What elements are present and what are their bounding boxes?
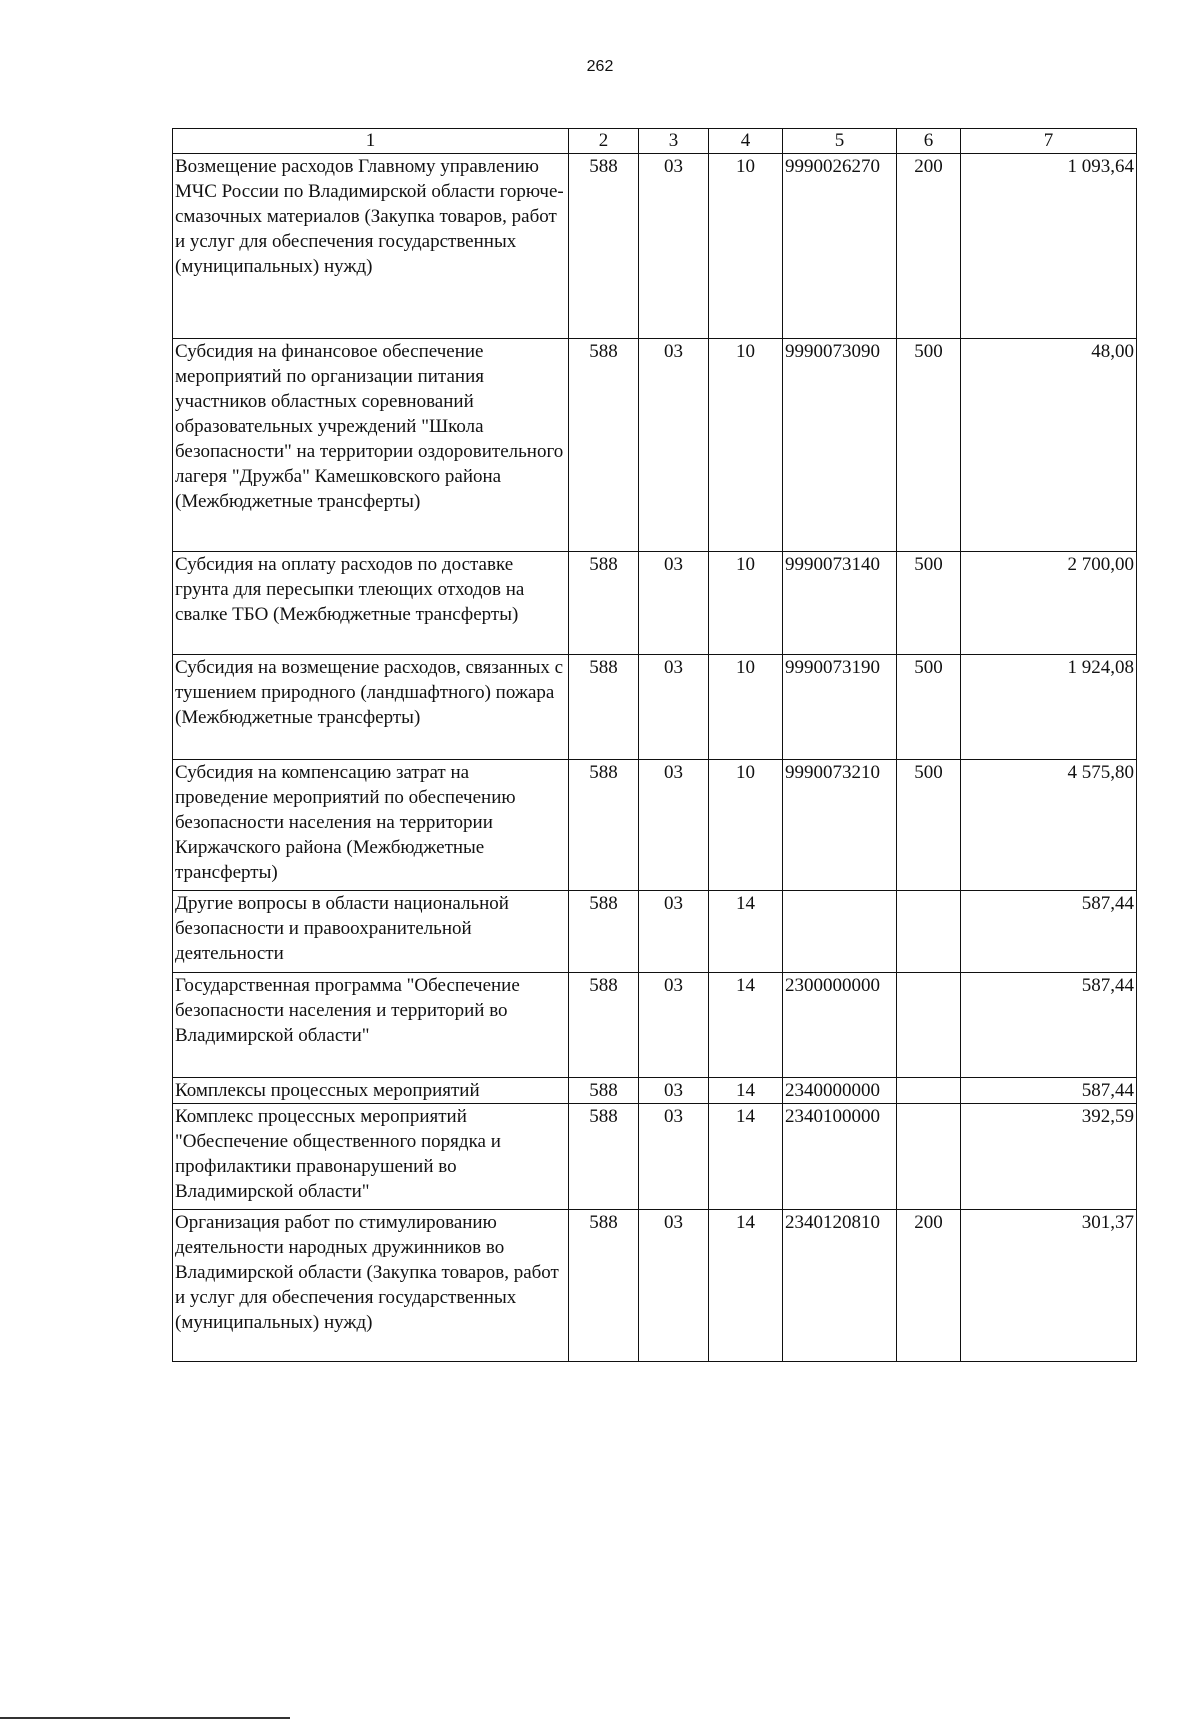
row-subsection-code: 10	[709, 760, 783, 891]
row-section-code: 03	[639, 973, 709, 1078]
column-header: 6	[897, 129, 961, 154]
row-name: Субсидия на оплату расходов по доставке грунта для пересыпки тлеющих отходов на свалке ТБО (Межбюджетные трансферты)	[173, 552, 569, 655]
table-row	[173, 973, 1137, 1078]
column-header: 4	[709, 129, 783, 154]
row-section-code: 03	[639, 760, 709, 891]
table-row	[173, 552, 1137, 655]
row-subsection-code: 14	[709, 1210, 783, 1362]
column-header: 1	[173, 129, 569, 154]
row-name: Организация работ по стимулированию деятельности народных дружинников во Владимирской области (Закупка товаров, работ и услуг для обеспечения государственных (муниципальных) нужд)	[173, 1210, 569, 1362]
row-expense-type: 500	[897, 655, 961, 760]
column-header: 7	[961, 129, 1137, 154]
row-section-code: 03	[639, 1104, 709, 1210]
row-admin-code: 588	[569, 891, 639, 973]
table-row	[173, 760, 1137, 891]
row-section-code: 03	[639, 552, 709, 655]
row-name: Субсидия на компенсацию затрат на проведение мероприятий по обеспечению безопасности населения на территории Киржачского района (Межбюджетные трансферты)	[173, 760, 569, 891]
row-subsection-code: 14	[709, 891, 783, 973]
row-target-code: 2340100000	[783, 1104, 897, 1210]
row-subsection-code: 14	[709, 1104, 783, 1210]
row-name: Субсидия на возмещение расходов, связанных с тушением природного (ландшафтного) пожара (Межбюджетные трансферты)	[173, 655, 569, 760]
column-header: 3	[639, 129, 709, 154]
row-admin-code: 588	[569, 1078, 639, 1104]
row-name: Комплексы процессных мероприятий	[173, 1078, 569, 1104]
row-admin-code: 588	[569, 154, 639, 339]
column-header: 5	[783, 129, 897, 154]
row-expense-type	[897, 891, 961, 973]
row-amount: 1 093,64	[961, 154, 1137, 339]
row-admin-code: 588	[569, 1210, 639, 1362]
row-expense-type: 200	[897, 154, 961, 339]
row-subsection-code: 10	[709, 339, 783, 552]
table-row	[173, 154, 1137, 339]
row-admin-code: 588	[569, 973, 639, 1078]
row-expense-type: 500	[897, 760, 961, 891]
row-target-code: 9990073210	[783, 760, 897, 891]
row-subsection-code: 10	[709, 552, 783, 655]
row-name: Возмещение расходов Главному управлению МЧС России по Владимирской области горюче-смазочных материалов (Закупка товаров, работ и услуг для обеспечения государственных (муниципальных) нужд)	[173, 154, 569, 339]
row-target-code: 9990073090	[783, 339, 897, 552]
row-section-code: 03	[639, 891, 709, 973]
row-expense-type: 500	[897, 552, 961, 655]
row-amount: 587,44	[961, 891, 1137, 973]
row-amount: 4 575,80	[961, 760, 1137, 891]
footer-rule	[0, 1717, 290, 1719]
row-section-code: 03	[639, 154, 709, 339]
row-target-code: 9990073140	[783, 552, 897, 655]
row-section-code: 03	[639, 1078, 709, 1104]
row-target-code: 2340120810	[783, 1210, 897, 1362]
row-target-code: 2340000000	[783, 1078, 897, 1104]
row-name: Государственная программа "Обеспечение безопасности населения и территорий во Владимирской области"	[173, 973, 569, 1078]
row-subsection-code: 14	[709, 973, 783, 1078]
column-number-row	[173, 129, 1137, 154]
row-amount: 301,37	[961, 1210, 1137, 1362]
row-target-code: 9990026270	[783, 154, 897, 339]
budget-table	[172, 128, 1137, 1362]
row-amount: 587,44	[961, 973, 1137, 1078]
row-section-code: 03	[639, 1210, 709, 1362]
table-row	[173, 1078, 1137, 1104]
row-amount: 2 700,00	[961, 552, 1137, 655]
page-number: 262	[586, 58, 614, 75]
row-subsection-code: 14	[709, 1078, 783, 1104]
table-row	[173, 891, 1137, 973]
row-amount: 1 924,08	[961, 655, 1137, 760]
row-section-code: 03	[639, 655, 709, 760]
row-amount: 48,00	[961, 339, 1137, 552]
row-expense-type: 500	[897, 339, 961, 552]
row-target-code: 9990073190	[783, 655, 897, 760]
table-row	[173, 1210, 1137, 1362]
row-admin-code: 588	[569, 1104, 639, 1210]
table-row	[173, 1104, 1137, 1210]
row-expense-type	[897, 1078, 961, 1104]
row-target-code: 2300000000	[783, 973, 897, 1078]
row-amount: 392,59	[961, 1104, 1137, 1210]
row-name: Комплекс процессных мероприятий "Обеспечение общественного порядка и профилактики правонарушений во Владимирской области"	[173, 1104, 569, 1210]
column-header: 2	[569, 129, 639, 154]
row-name: Субсидия на финансовое обеспечение мероприятий по организации питания участников областных соревнований образовательных учреждений "Школа безопасности" на территории оздоровительного лагеря "Дружба" Камешковского района (Межбюджетные трансферты)	[173, 339, 569, 552]
row-admin-code: 588	[569, 339, 639, 552]
table-row	[173, 339, 1137, 552]
row-expense-type	[897, 973, 961, 1078]
row-subsection-code: 10	[709, 154, 783, 339]
row-expense-type	[897, 1104, 961, 1210]
row-admin-code: 588	[569, 760, 639, 891]
row-admin-code: 588	[569, 655, 639, 760]
row-amount: 587,44	[961, 1078, 1137, 1104]
table-row	[173, 655, 1137, 760]
row-subsection-code: 10	[709, 655, 783, 760]
row-expense-type: 200	[897, 1210, 961, 1362]
row-target-code	[783, 891, 897, 973]
row-section-code: 03	[639, 339, 709, 552]
row-name: Другие вопросы в области национальной безопасности и правоохранительной деятельности	[173, 891, 569, 973]
row-admin-code: 588	[569, 552, 639, 655]
